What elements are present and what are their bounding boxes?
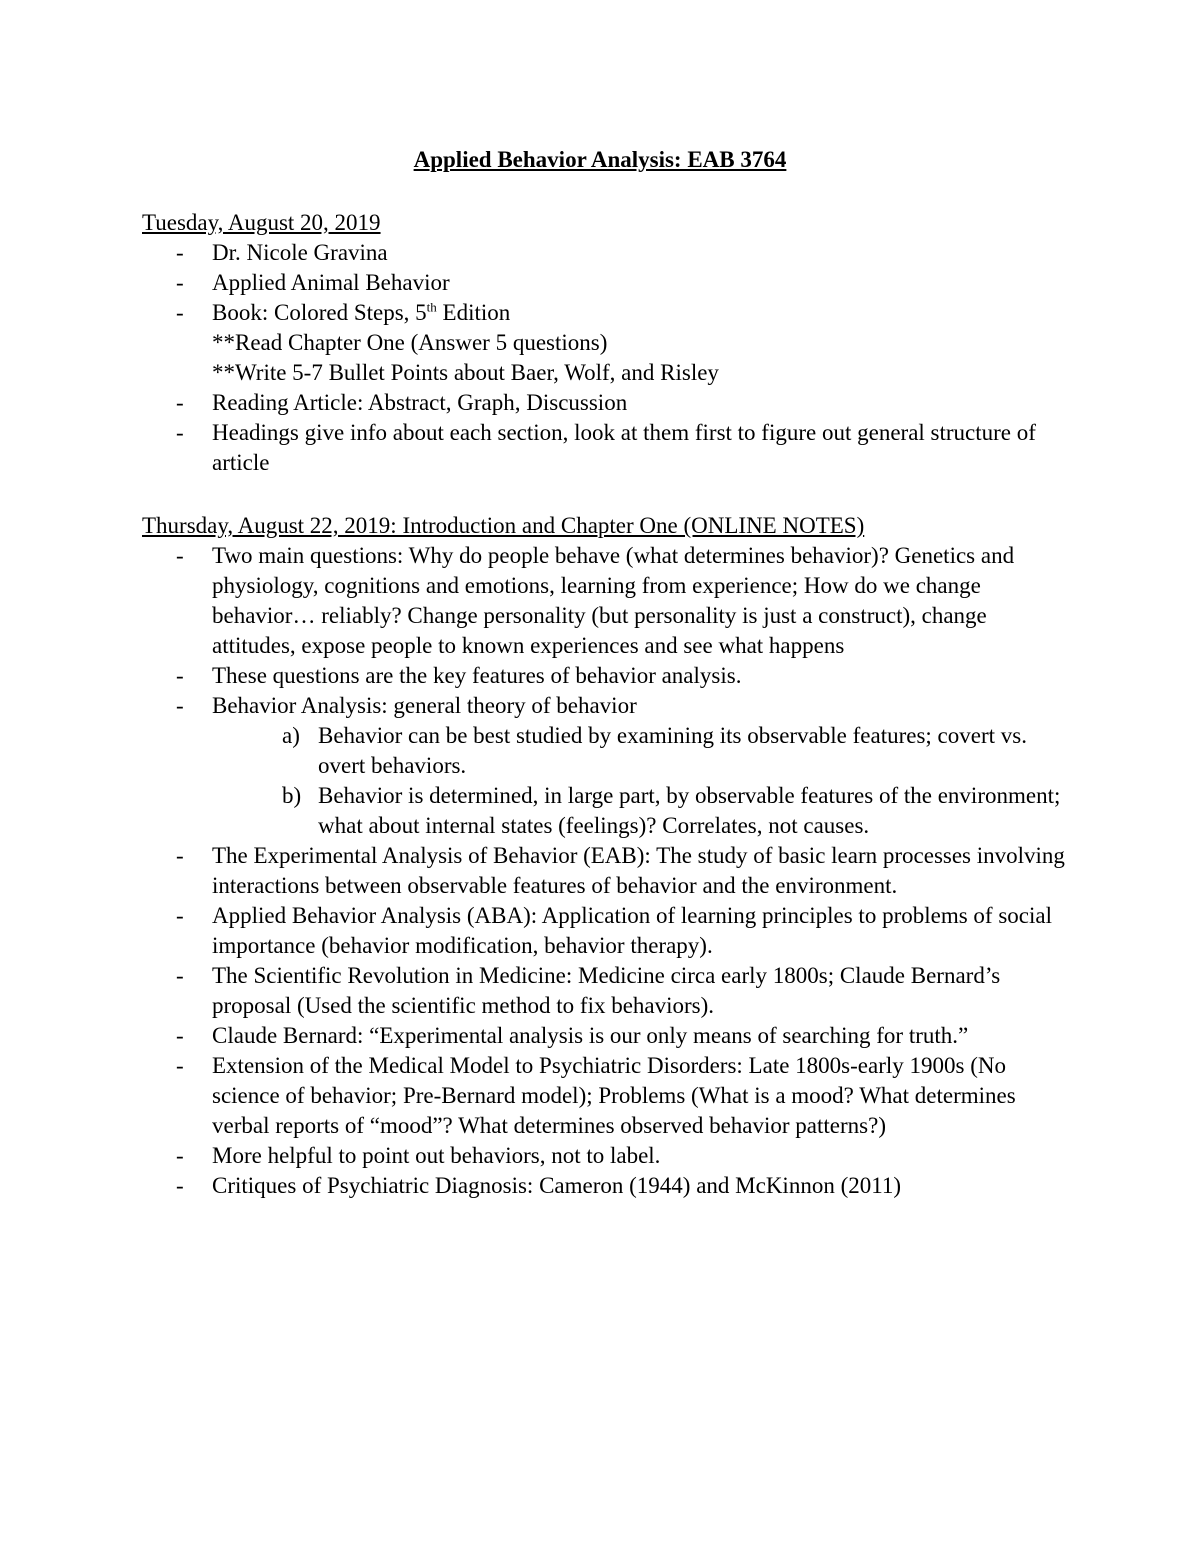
list-item-text: Applied Animal Behavior (212, 270, 450, 295)
list-item-text: Headings give info about each section, look at them first to figure out general structure of article (212, 420, 1036, 475)
list-item (142, 1051, 1072, 1141)
sublist-item (212, 721, 1072, 781)
superscript-ordinal: th (426, 299, 437, 315)
list-item (142, 541, 1072, 661)
list-item-text: Critiques of Psychiatric Diagnosis: Cameron (1944) and McKinnon (2011) (212, 1173, 902, 1198)
list-item-text: The Experimental Analysis of Behavior (EAB): The study of basic learn processes involving interactions between observable features of behavior and the environment. (212, 843, 1065, 898)
list-item (142, 691, 1072, 721)
list-item (142, 298, 1072, 328)
bullet-list (142, 238, 1072, 478)
list-item-text: These questions are the key features of behavior analysis. (212, 663, 742, 688)
list-item-text: Extension of the Medical Model to Psychiatric Disorders: Late 1800s-early 1900s (No science of behavior; Pre-Bernard model); Problems (What is a mood? What determines verbal reports of “mood”? What determines observed behavior patterns?) (212, 1053, 1016, 1138)
list-item (142, 1021, 1072, 1051)
document-title: Applied Behavior Analysis: EAB 3764 (413, 147, 787, 172)
list-item (142, 268, 1072, 298)
list-item (142, 418, 1072, 478)
list-item-text: **Read Chapter One (Answer 5 questions) (212, 330, 608, 355)
list-item-text: Applied Behavior Analysis (ABA): Application of learning principles to problems of social importance (behavior modification, behavior therapy). (212, 903, 1052, 958)
list-item-text: Dr. Nicole Gravina (212, 240, 388, 265)
list-item (142, 901, 1072, 961)
list-item-text: Book: Colored Steps, 5 (212, 300, 427, 325)
sublist-item (212, 781, 1072, 841)
list-item (142, 238, 1072, 268)
sublist-marker: b) (282, 783, 302, 808)
list-item (142, 841, 1072, 901)
list-item (142, 661, 1072, 691)
list-item-text: Claude Bernard: “Experimental analysis is our only means of searching for truth.” (212, 1023, 969, 1048)
sublist-marker: a) (282, 723, 300, 748)
list-item-text: **Write 5-7 Bullet Points about Baer, Wolf, and Risley (212, 360, 719, 385)
list-item-text: Reading Article: Abstract, Graph, Discussion (212, 390, 628, 415)
list-item-text: Behavior Analysis: general theory of behavior (212, 693, 637, 718)
section-heading: Tuesday, August 20, 2019 (142, 210, 381, 235)
list-item-text-suffix: Edition (436, 300, 511, 325)
list-item-text: The Scientific Revolution in Medicine: Medicine circa early 1800s; Claude Bernard’s proposal (Used the scientific method to fix behaviors). (212, 963, 1001, 1018)
bullet-list (142, 541, 1072, 1201)
section-tuesday-aug-20 (142, 208, 1072, 478)
list-item-continuation (142, 328, 1072, 358)
list-item (142, 1171, 1072, 1201)
list-item (142, 961, 1072, 1021)
list-item-text: Two main questions: Why do people behave (what determines behavior)? Genetics and physiology, cognitions and emotions, learning from experience; How do we change behavior… reliably? Change personality (but personality is just a construct), change attitudes, expose people to known experiences and see what happens (212, 543, 1015, 658)
sublist-item-text: Behavior can be best studied by examining its observable features; covert vs. overt behaviors. (318, 723, 1027, 778)
list-item (142, 1141, 1072, 1171)
list-item-text: More helpful to point out behaviors, not to label. (212, 1143, 661, 1168)
list-item (142, 388, 1072, 418)
lettered-sublist (212, 721, 1072, 841)
sublist-item-text: Behavior is determined, in large part, by observable features of the environment; what about internal states (feelings)? Correlates, not causes. (318, 783, 1061, 838)
section-thursday-aug-22 (142, 511, 1072, 1201)
list-item-continuation (142, 358, 1072, 388)
section-heading: Thursday, August 22, 2019: Introduction and Chapter One (ONLINE NOTES) (142, 513, 865, 538)
sublist-container (142, 721, 1072, 841)
